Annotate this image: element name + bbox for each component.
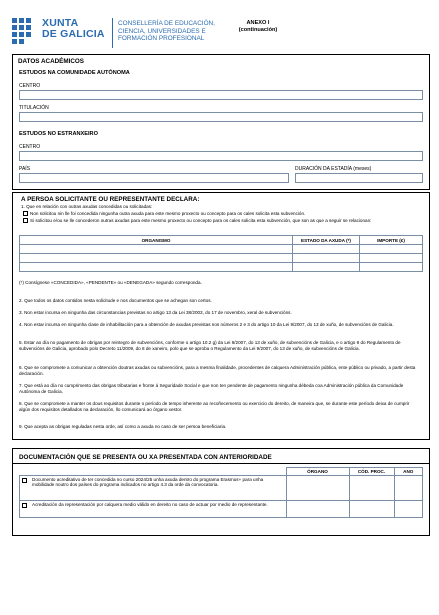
xunta-logo-icon: [12, 18, 36, 46]
declaration-item-6: 6. Que se compromete a comunicar a obtención doutras axudas ou subvencións, para a mesma finalidade, procedentes de calquera Administración pública, ente público ou privado, a partir desta declaración.: [19, 365, 416, 376]
centro-label: CENTRO: [19, 83, 41, 89]
titulacion-label: TITULACIÓN: [19, 105, 49, 111]
column-organo: ÓRGANO: [286, 468, 349, 476]
department-line-2: CIENCIA, UNIVERSIDADES E: [118, 27, 206, 35]
table-cell[interactable]: [293, 254, 360, 263]
declaration-item-8: 8. Que se compromete a manter os dous requisitos durante o período de tempo inherente ao recoñecemento ou exercicio do dereito, de maneira que, se durante este período deixa de cumprir algún dos requisitos detallados na declaración, llo comunicará ao órgano xestor.: [19, 401, 410, 412]
document-1-label: Documento acreditativo de ter concedida no curso 2024/25 unha axuda dentro do programa Erasmus+ para unha mobilidade noutro dos países do programa indicados no artigo 4.3 da orde da convocatoria.: [32, 477, 264, 487]
column-importe: IMPORTE (€): [360, 236, 423, 245]
department-line-3: FORMACIÓN PROFESIONAL: [118, 35, 205, 42]
page-header: [10, 14, 430, 52]
table-cell[interactable]: [349, 501, 394, 518]
centro-input[interactable]: [19, 90, 423, 100]
document-1-checkbox[interactable]: [22, 478, 27, 483]
foreign-studies-title: ESTUDOS NO ESTRANXEIRO: [19, 131, 98, 137]
column-estado: ESTADO DA AXUDA (*): [293, 236, 360, 245]
pais-label: PAÍS: [19, 166, 31, 172]
option-b-label: Si solicitou e/ou se lle concederon outras axudas para este mesmo proxecto ou concepto para os cales solicita esta subvención, que son as que a seguir se relacionan:: [30, 218, 372, 223]
option-a-row: [23, 211, 423, 217]
titulacion-input[interactable]: [19, 112, 423, 122]
option-b-checkbox[interactable]: [23, 218, 28, 223]
duracion-label: DURACIÓN DA ESTADÍA (meses): [295, 166, 372, 172]
academic-title: DATOS ACADÉMICOS: [18, 58, 85, 65]
department-line-1: CONSELLERÍA DE EDUCACIÓN,: [118, 20, 215, 27]
table-row: [20, 254, 423, 263]
table-cell[interactable]: [20, 263, 293, 272]
table-row: [20, 245, 423, 254]
option-a-label: Non solicitou nin lle foi concedida ningunha outra axuda para este mesmo proxecto ou concepto para os cales solicita esta subvención.: [30, 211, 306, 216]
foreign-centro-input[interactable]: [19, 151, 423, 161]
divider: [13, 463, 429, 464]
declaration-item-9: 9. Que acepta as obrigas reguladas nesta orde, así como a axuda no caso de ser persoa beneficiaria.: [19, 424, 227, 429]
table-cell[interactable]: [20, 254, 293, 263]
table-row: [20, 476, 423, 501]
duracion-input[interactable]: [295, 173, 423, 183]
table-cell[interactable]: [349, 476, 394, 501]
other-aid-table: [19, 235, 423, 272]
pais-input[interactable]: [19, 173, 289, 183]
table-cell[interactable]: [293, 245, 360, 254]
document-2-label: Acreditación da representación por calquera medio válido en dereito no caso de actuar por medio de representante.: [32, 502, 268, 507]
table-header-row: [20, 468, 423, 476]
documentation-section: [12, 448, 430, 536]
foreign-centro-label: CENTRO: [19, 144, 41, 150]
logo-line-2: DE GALICIA: [42, 28, 105, 40]
declaration-item-4: 4. Non estar incursa en ningunha clase de inhabilitación para a obtención de axudas previstas nos números 2 e 3 do artigo 10 da Lei 9/2007, do 13 de xuño, de subvencións de Galicia.: [19, 322, 394, 327]
document-row-1: [20, 476, 287, 501]
declaration-item-2: 2. Que todos os datos contidos nesta solicitude e nos documentos que se achegan son certos.: [19, 298, 212, 303]
document-2-checkbox[interactable]: [22, 503, 27, 508]
table-cell[interactable]: [20, 245, 293, 254]
table-header-row: [20, 236, 423, 245]
table-cell[interactable]: [286, 501, 349, 518]
table-cell[interactable]: [394, 476, 423, 501]
logo-line-1: XUNTA: [42, 17, 79, 29]
declaration-item-5: 5. Estar ao día no pagamento de obrigas por reintegro de subvencións, conforme o artigo 10.2 g) da Lei 9/2007, do 13 de xuño, de subvencións de Galicia, e o artigo 9 do Regulamento de subvencións de Galicia, aprobado polo Decreto 11/2009, do 8 de xaneiro, polo que se aproba o Regulamento da Lei 9/2007, do 13 de xuño, de subvencións de Galicia.: [19, 340, 401, 351]
annex-subtitle: (continuación): [238, 27, 278, 33]
declaration-item-7: 7. Que está ao día no cumprimento das obrigas tributarias e fronte á Seguridade Social e que non ten pendente de pagamento ningunha débeda coa Administración pública da Comunidade Autónoma de Galicia.: [19, 383, 404, 394]
table-row: [20, 263, 423, 272]
documentation-title: DOCUMENTACIÓN QUE SE PRESENTA OU XA PRESENTADA CON ANTERIORIDADE: [19, 454, 272, 461]
annex-title: ANEXO I: [246, 20, 270, 26]
academic-data-section: [12, 54, 430, 190]
department-name: [118, 20, 215, 43]
table-cell[interactable]: [293, 263, 360, 272]
declaration-title: A PERSOA SOLICITANTE OU REPRESENTANTE DECLARA:: [21, 196, 200, 203]
table-cell[interactable]: [360, 254, 423, 263]
annex-heading: [232, 20, 284, 34]
table-cell[interactable]: [286, 476, 349, 501]
option-b-row: [23, 218, 423, 224]
table-footnote: (*) Consígnese «CONCEDIDA», «PENDENTE» ou «DENEGADA» segundo corresponda.: [19, 280, 202, 285]
declaration-section: [12, 192, 430, 440]
table-cell[interactable]: [394, 501, 423, 518]
column-cod-proc: CÓD. PROC.: [349, 468, 394, 476]
table-cell[interactable]: [360, 245, 423, 254]
documents-table: [19, 467, 423, 518]
logo-divider: [112, 18, 113, 48]
logo-text: [42, 18, 105, 40]
declaration-item-1: 1. Que en relación con outras axudas concedidas ou solicitadas:: [21, 204, 153, 209]
column-organismo: ORGANISMO: [20, 236, 293, 245]
table-cell[interactable]: [360, 263, 423, 272]
autonomous-studies-title: ESTUDOS NA COMUNIDADE AUTÓNOMA: [19, 70, 130, 76]
option-a-checkbox[interactable]: [23, 211, 28, 216]
declaration-item-3: 3. Non estar incursa en ningunha das circunstancias previstas no artigo 13 da Lei 38/2003, do 17 de novembro, xeral de subvencións.: [19, 310, 292, 315]
document-row-2: [20, 501, 287, 518]
column-ano: ANO: [394, 468, 423, 476]
table-row: [20, 501, 423, 518]
